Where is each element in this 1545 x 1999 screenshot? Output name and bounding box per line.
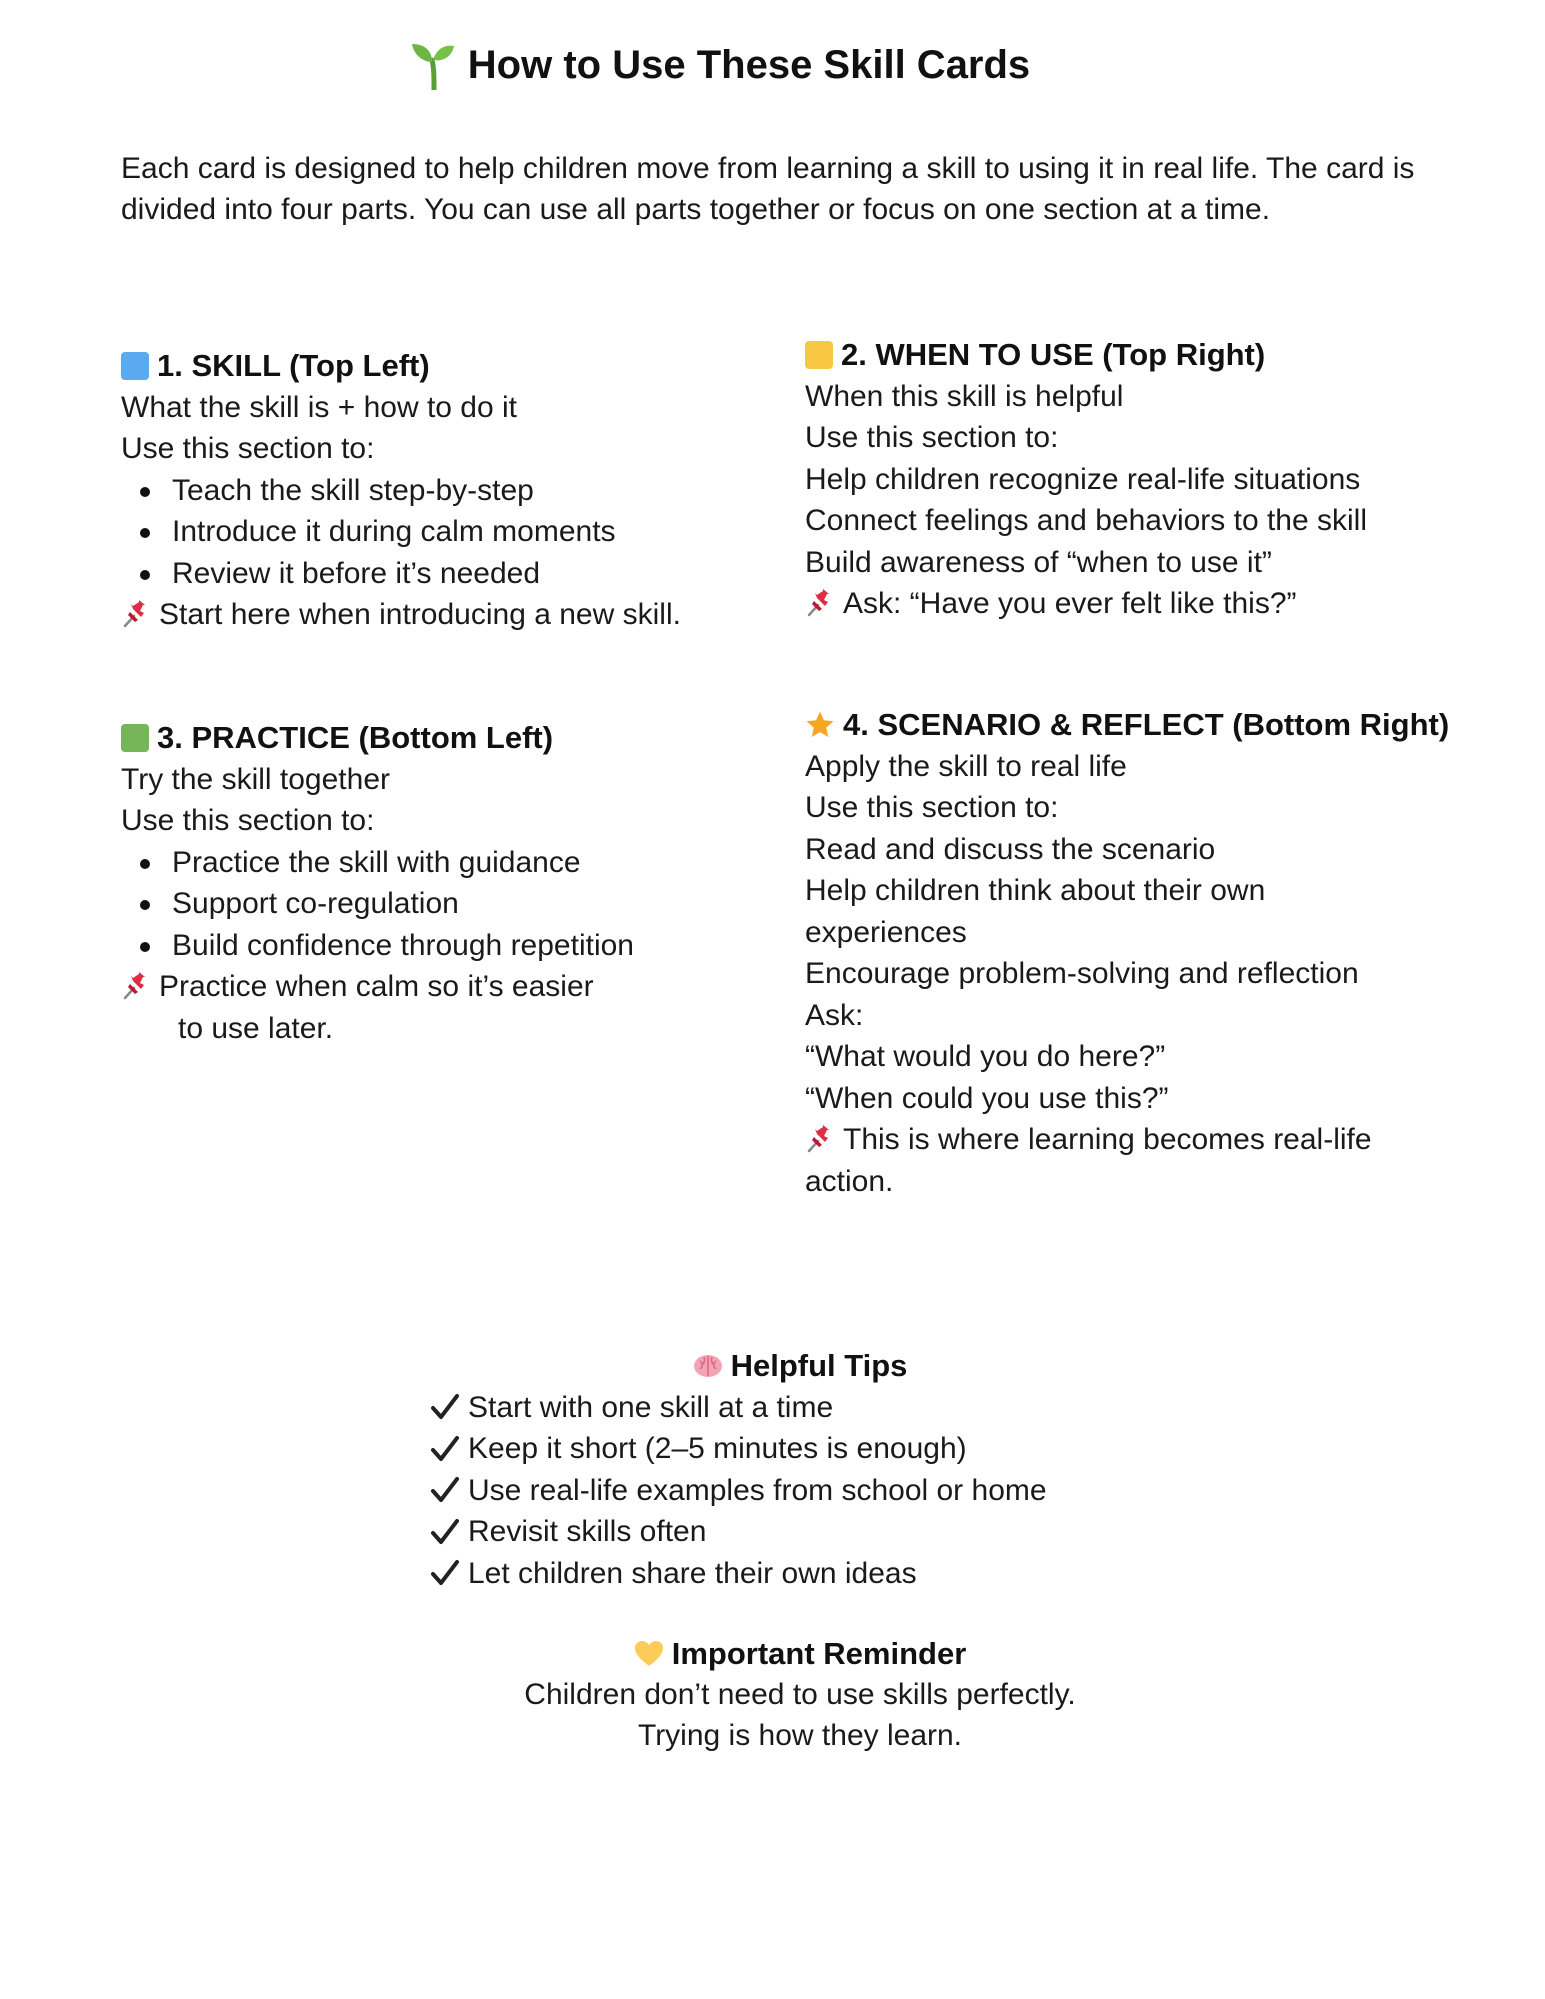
section-scenario-line: experiences <box>805 915 967 949</box>
section-scenario-line: Read and discuss the scenario <box>805 832 1216 866</box>
section-practice-title: 3. PRACTICE (Bottom Left) <box>157 720 554 755</box>
section-practice-heading <box>121 717 761 759</box>
section-scenario-title: 4. SCENARIO & REFLECT (Bottom Right) <box>843 707 1450 742</box>
section-when <box>805 334 1485 625</box>
section-scenario-heading <box>805 704 1505 746</box>
intro-paragraph: Each card is designed to help children move from learning a skill to using it in real life. The card is divided into four parts. You can use all parts together or focus on one section at a time. <box>121 152 1415 226</box>
section-when-line: Build awareness of “when to use it” <box>805 545 1272 579</box>
pushpin-icon <box>121 971 151 1001</box>
seedling-icon <box>410 40 456 90</box>
section-when-heading <box>805 334 1485 376</box>
section-practice <box>121 717 761 1049</box>
pin-note-text: Ask: “Have you ever felt like this?” <box>843 587 1297 620</box>
section-practice-bullets <box>121 842 761 967</box>
tip-item <box>430 1470 1330 1512</box>
important-reminder-title: Important Reminder <box>671 1636 967 1671</box>
section-when-subtitle: When this skill is helpful <box>805 379 1124 413</box>
important-reminder-heading <box>0 1633 1545 1674</box>
check-icon <box>430 1558 460 1588</box>
blue-square-icon <box>121 352 149 380</box>
check-icon <box>430 1434 460 1464</box>
page-title <box>0 40 1440 90</box>
pin-note-continuation: action. <box>805 1164 894 1198</box>
helpful-tips <box>430 1345 1330 1594</box>
star-icon <box>805 710 835 740</box>
section-when-pin-note <box>805 583 1485 625</box>
section-when-line: Connect feelings and behaviors to the skill <box>805 504 1368 537</box>
section-skill-title: 1. SKILL (Top Left) <box>157 348 430 383</box>
section-scenario-line: Help children think about their own <box>805 874 1266 907</box>
yellow-square-icon <box>805 341 833 369</box>
pin-note-continuation: to use later. <box>178 1011 334 1045</box>
list-item: Teach the skill step-by-step <box>121 470 761 512</box>
tip-text: Use real-life examples from school or home <box>468 1473 1047 1507</box>
tip-item <box>430 1553 1330 1595</box>
pushpin-icon <box>805 1124 835 1154</box>
section-scenario-pin-note <box>805 1119 1505 1161</box>
check-icon <box>430 1517 460 1547</box>
tip-text: Revisit skills often <box>468 1515 707 1548</box>
section-when-line: Help children recognize real-life situations <box>805 462 1361 496</box>
section-skill-subtitle: What the skill is + how to do it <box>121 390 518 424</box>
list-item: Build confidence through repetition <box>121 925 761 967</box>
tip-text: Keep it short (2–5 minutes is enough) <box>468 1432 967 1465</box>
section-scenario-question: “What would you do here?” <box>805 1040 1166 1073</box>
section-scenario-line: Encourage problem-solving and reflection <box>805 957 1359 990</box>
section-practice-subtitle: Try the skill together <box>121 762 390 796</box>
list-item: Review it before it’s needed <box>121 553 761 595</box>
section-practice-use-label: Use this section to: <box>121 804 375 837</box>
reminder-line: Children don’t need to use skills perfectly. <box>524 1678 1076 1711</box>
pin-note-text: Practice when calm so it’s easier <box>159 970 594 1003</box>
helpful-tips-title: Helpful Tips <box>730 1348 908 1383</box>
list-item: Support co-regulation <box>121 883 761 925</box>
tip-text: Start with one skill at a time <box>468 1390 834 1424</box>
list-item: Practice the skill with guidance <box>121 842 761 884</box>
reminder-line: Trying is how they learn. <box>637 1719 963 1752</box>
section-skill-bullets <box>121 470 761 595</box>
title-text: How to Use These Skill Cards <box>467 42 1031 87</box>
check-icon <box>430 1475 460 1505</box>
helpful-tips-heading <box>430 1345 1170 1387</box>
section-scenario-ask-label: Ask: <box>805 998 864 1032</box>
list-item: Introduce it during calm moments <box>121 511 761 553</box>
section-when-title: 2. WHEN TO USE (Top Right) <box>841 337 1266 372</box>
section-scenario-use-label: Use this section to: <box>805 791 1059 824</box>
section-skill-pin-note <box>121 594 761 636</box>
yellow-heart-icon <box>634 1639 664 1669</box>
section-practice-pin-note <box>121 966 761 1008</box>
section-scenario-subtitle: Apply the skill to real life <box>805 749 1127 783</box>
important-reminder <box>0 1633 1545 1756</box>
tip-item <box>430 1511 1330 1553</box>
tip-text: Let children share their own ideas <box>468 1556 917 1590</box>
green-square-icon <box>121 724 149 752</box>
pushpin-icon <box>121 599 151 629</box>
tip-item <box>430 1428 1330 1470</box>
section-when-use-label: Use this section to: <box>805 421 1059 454</box>
pushpin-icon <box>805 588 835 618</box>
check-icon <box>430 1392 460 1422</box>
brain-icon <box>693 1351 723 1381</box>
pin-note-text: Start here when introducing a new skill. <box>159 598 681 631</box>
section-skill-heading <box>121 345 761 387</box>
section-skill-use-label: Use this section to: <box>121 432 375 465</box>
tip-item <box>430 1387 1330 1429</box>
pin-note-text: This is where learning becomes real-life <box>843 1123 1372 1156</box>
section-scenario <box>805 704 1505 1202</box>
section-scenario-question: “When could you use this?” <box>805 1081 1169 1115</box>
section-skill <box>121 345 761 636</box>
